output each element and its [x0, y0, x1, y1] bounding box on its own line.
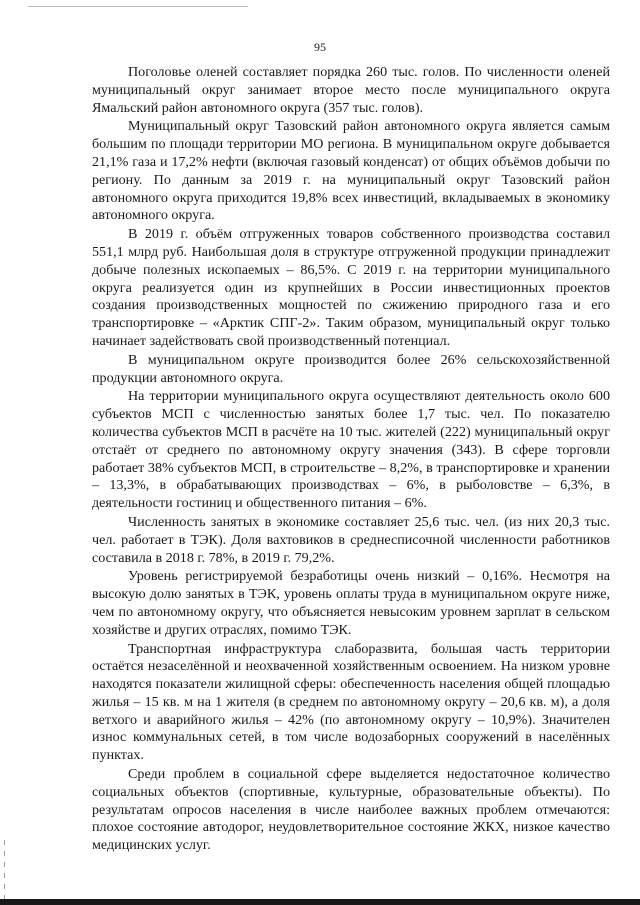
- paragraph-shipped-goods: В 2019 г. объём отгруженных товаров собственного производства составил 551,1 млрд руб. Наибольшая доля в структуре отгруженной продукции принадлежит добыче полезных ископаемых – 86,5%. С 2019 г. на территории муниципального округа реализуется один из крупнейших в России инвестиционных проектов создания производственных мощностей по сжижению природного газа и его транспортировке – «Арктик СПГ-2». Таким образом, муниципальный округ только начинает задействовать свой производственный потенциал.: [92, 226, 610, 349]
- paragraph-reindeer: Поголовье оленей составляет порядка 260 тыс. голов. По численности оленей муниципальный округ занимает второе место после муниципального округа Ямальский район автономного округа (357 тыс. голов).: [92, 64, 610, 116]
- paragraph-unemployment: Уровень регистрируемой безработицы очень низкий – 0,16%. Несмотря на высокую долю занятых в ТЭК, уровень оплаты труда в муниципальном округе ниже, чем по автономному округу, что объясняется невысоким уровнем зарплат в сельском хозяйстве и других отраслях, помимо ТЭК.: [92, 568, 610, 638]
- scan-artifact-bottom-edge: [0, 899, 640, 905]
- paragraph-employment: Численность занятых в экономике составляет 25,6 тыс. чел. (из них 20,3 тыс. чел. работает в ТЭК). Доля вахтовиков в среднесписочной численности работников составила в 2018 г. 78%, в 2019 г. 79,2%.: [92, 513, 610, 566]
- page-number: 95: [314, 40, 326, 54]
- paragraph-infrastructure: Транспортная инфраструктура слаборазвита, большая часть территории остаётся незаселённой и неохваченной хозяйственным освоением. На низком уровне находятся показатели жилищной сферы: обеспеченность населения общей площадью жилья – 15 кв. м на 1 жителя (в среднем по автономному округу – 20,6 кв. м), а доля ветхого и аварийного жилья – 42% (по автономному округу – 10,9%). Значителен износ коммунальных сетей, в том числе водозаборных сооружений в населённых пунктах.: [92, 640, 610, 764]
- scan-artifact-top-line: [28, 6, 248, 7]
- paragraph-tazovsky-area: Муниципальный округ Тазовский район автономного округа является самым большим по площади территории МО региона. В муниципальном округе добывается 21,1% газа и 17,2% нефти (включая газовый конденсат) от общих объёмов добычи по региону. По данным за 2019 г. на муниципальный округ Тазовский район автономного округа приходится 19,8% всех инвестиций, вкладываемых в экономику автономного округа.: [92, 118, 610, 224]
- document-body: [92, 64, 610, 856]
- scan-artifact-left-marks: [4, 840, 5, 900]
- paragraph-msp: На территории муниципального округа осуществляют деятельность около 600 субъектов МСП с численностью занятых более 1,7 тыс. чел. По показателю количества субъектов МСП в расчёте на 10 тыс. жителей (222) муниципальный округ отстаёт от среднего по автономному округу значения (343). В сфере торговли работает 38% субъектов МСП, в строительстве – 8,2%, в транспортировке и хранении – 13,3%, в обрабатывающих производствах – 6%, в рыболовстве – 6,3%, в деятельности гостиниц и общественного питания – 6%.: [92, 388, 610, 512]
- paragraph-social-problems: Среди проблем в социальной сфере выделяется недостаточное количество социальных объектов (спортивные, культурные, образовательные объекты). По результатам опросов населения в числе наиболее важных проблем отмечаются: плохое состояние автодорог, неудовлетворительное состояние ЖКХ, низкое качество медицинских услуг.: [92, 766, 610, 854]
- paragraph-agriculture: В муниципальном округе производится более 26% сельскохозяйственной продукции автономного округа.: [92, 351, 610, 386]
